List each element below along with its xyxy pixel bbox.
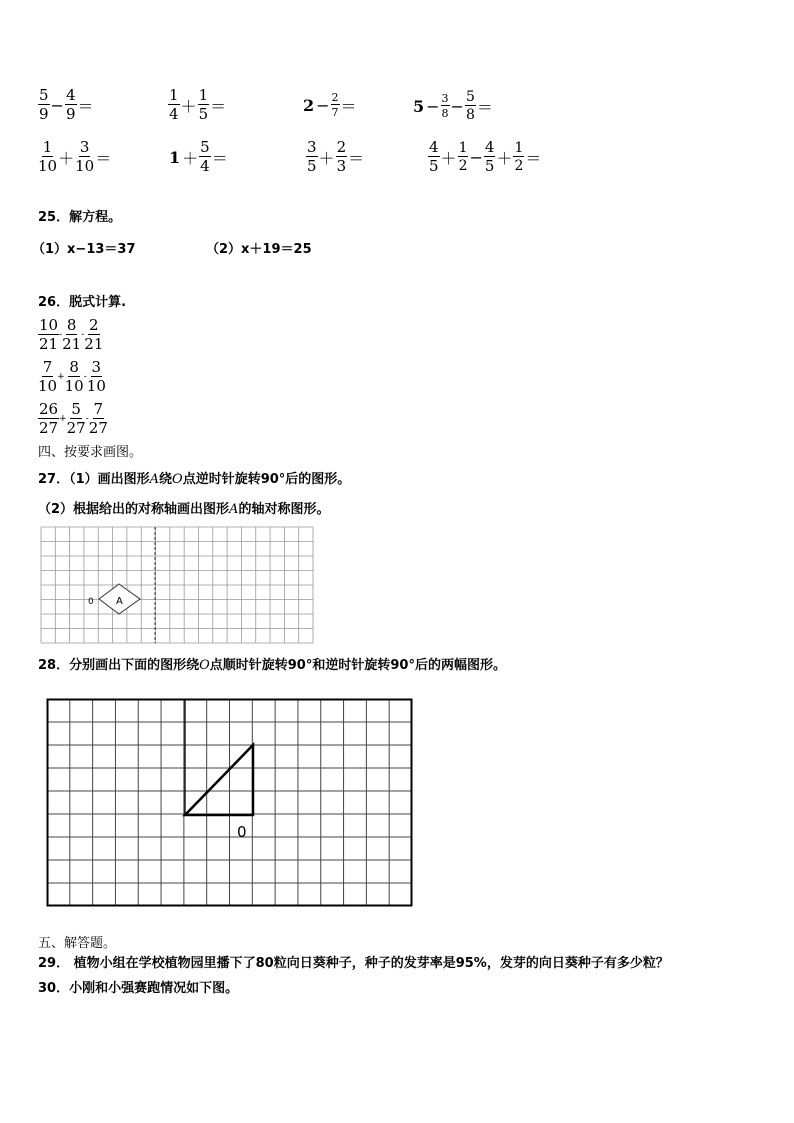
operator: − xyxy=(469,147,483,167)
equals: ＝ xyxy=(476,97,493,117)
q26-expr-3 xyxy=(38,402,108,436)
equals: ＝ xyxy=(348,148,365,168)
fraction: $\frac{1}{4}$ xyxy=(169,86,179,123)
operator: ＋ xyxy=(58,148,75,168)
fraction: $\frac{8}{21}$ xyxy=(62,316,82,353)
q25-part1: （1）x−13＝37 xyxy=(32,242,136,257)
operator: + xyxy=(59,414,67,424)
calc-item-7 xyxy=(306,140,365,174)
section-5-heading: 五、解答题。 xyxy=(38,936,117,951)
equals: ＝ xyxy=(525,148,542,168)
fraction: $\frac{1}{2}$ xyxy=(514,140,524,174)
grid-lines xyxy=(41,527,313,643)
fraction: $\frac{8}{10}$ xyxy=(64,358,84,395)
operator: ＋ xyxy=(318,148,335,168)
triangle-shape xyxy=(185,745,253,815)
operator: ＋ xyxy=(182,148,199,168)
operator: ＋ xyxy=(496,148,513,168)
fraction: $\frac{3}{8}$ xyxy=(441,92,449,120)
calc-item-2 xyxy=(168,88,227,122)
operator: - xyxy=(59,330,63,340)
operator: − xyxy=(316,95,330,115)
number: 5 xyxy=(413,96,425,116)
calc-item-3 xyxy=(302,92,358,118)
fraction: $\frac{4}{9}$ xyxy=(65,86,76,123)
fraction: $\frac{3}{10}$ xyxy=(75,138,95,175)
section-4-heading: 四、按要求画图。 xyxy=(38,445,143,460)
q29-text: 29． 植物小组在学校植物园里播下了80粒向日葵种子，种子的发芽率是95%，发芽的向日葵种子有多少粒？ xyxy=(38,956,669,971)
operator: ＋ xyxy=(180,96,197,116)
fraction: $\frac{1}{2}$ xyxy=(458,140,468,174)
fraction: $\frac{5}{27}$ xyxy=(66,400,86,437)
q27-grid xyxy=(41,527,315,645)
fraction: $\frac{5}{8}$ xyxy=(465,89,475,123)
fraction: $\frac{1}{5}$ xyxy=(198,86,209,123)
calc-item-8 xyxy=(428,140,542,174)
q30-text: 30．小刚和小强赛跑情况如下图。 xyxy=(38,981,239,996)
operator: − xyxy=(50,95,64,115)
number: 1 xyxy=(169,147,181,167)
point-o-label: 0 xyxy=(237,823,247,841)
q25-part2: （2）x＋19＝25 xyxy=(206,242,312,257)
operator: - xyxy=(81,330,85,340)
grid-lines xyxy=(47,699,412,906)
q28-grid xyxy=(47,699,413,907)
fraction: $\frac{5}{9}$ xyxy=(39,86,49,123)
calc-item-4 xyxy=(412,90,494,122)
fraction: $\frac{1}{10}$ xyxy=(38,138,58,175)
q28-heading: 28．分别画出下面的图形绕O点顺时针旋转90°和逆时针旋转90°后的两幅图形。 xyxy=(38,658,506,673)
operator: - xyxy=(85,414,89,424)
q26-expr-2 xyxy=(38,360,106,394)
shape-a-label: A xyxy=(116,596,123,607)
fraction: $\frac{2}{7}$ xyxy=(331,91,339,119)
q26-expr-1 xyxy=(38,318,103,352)
equals: ＝ xyxy=(77,96,94,116)
calc-item-5 xyxy=(38,140,112,174)
fraction: $\frac{3}{5}$ xyxy=(307,138,317,175)
fraction: $\frac{4}{5}$ xyxy=(429,138,439,175)
fraction: $\frac{10}{21}$ xyxy=(39,316,59,353)
fraction: $\frac{3}{10}$ xyxy=(86,358,106,395)
operator: − xyxy=(450,96,464,116)
calc-item-6 xyxy=(168,140,229,174)
operator: - xyxy=(83,372,87,382)
fraction: $\frac{7}{10}$ xyxy=(38,358,58,395)
operator: − xyxy=(426,96,440,116)
fraction: $\frac{5}{4}$ xyxy=(200,138,210,175)
q25-title: 25．解方程。 xyxy=(38,210,122,225)
operator: ＋ xyxy=(440,148,457,168)
fraction: $\frac{2}{21}$ xyxy=(84,316,104,353)
fraction: $\frac{4}{5}$ xyxy=(484,138,495,175)
q27-line2: （2）根据给出的对称轴画出图形A的轴对称图形。 xyxy=(38,502,330,517)
calc-item-1 xyxy=(38,88,95,122)
equals: ＝ xyxy=(211,148,228,168)
equals: ＝ xyxy=(340,96,357,116)
equals: ＝ xyxy=(95,148,112,168)
q26-title: 26．脱式计算. xyxy=(38,295,127,310)
number: 2 xyxy=(303,95,315,115)
equals: ＝ xyxy=(210,96,227,116)
fraction: $\frac{26}{27}$ xyxy=(39,400,59,437)
fraction: $\frac{2}{3}$ xyxy=(336,138,347,175)
q27-line1: 27．（1）画出图形A绕O点逆时针旋转90°后的图形。 xyxy=(38,472,351,487)
operator: + xyxy=(57,372,65,382)
fraction: $\frac{7}{27}$ xyxy=(88,400,108,437)
point-o-label: 0 xyxy=(88,597,94,607)
